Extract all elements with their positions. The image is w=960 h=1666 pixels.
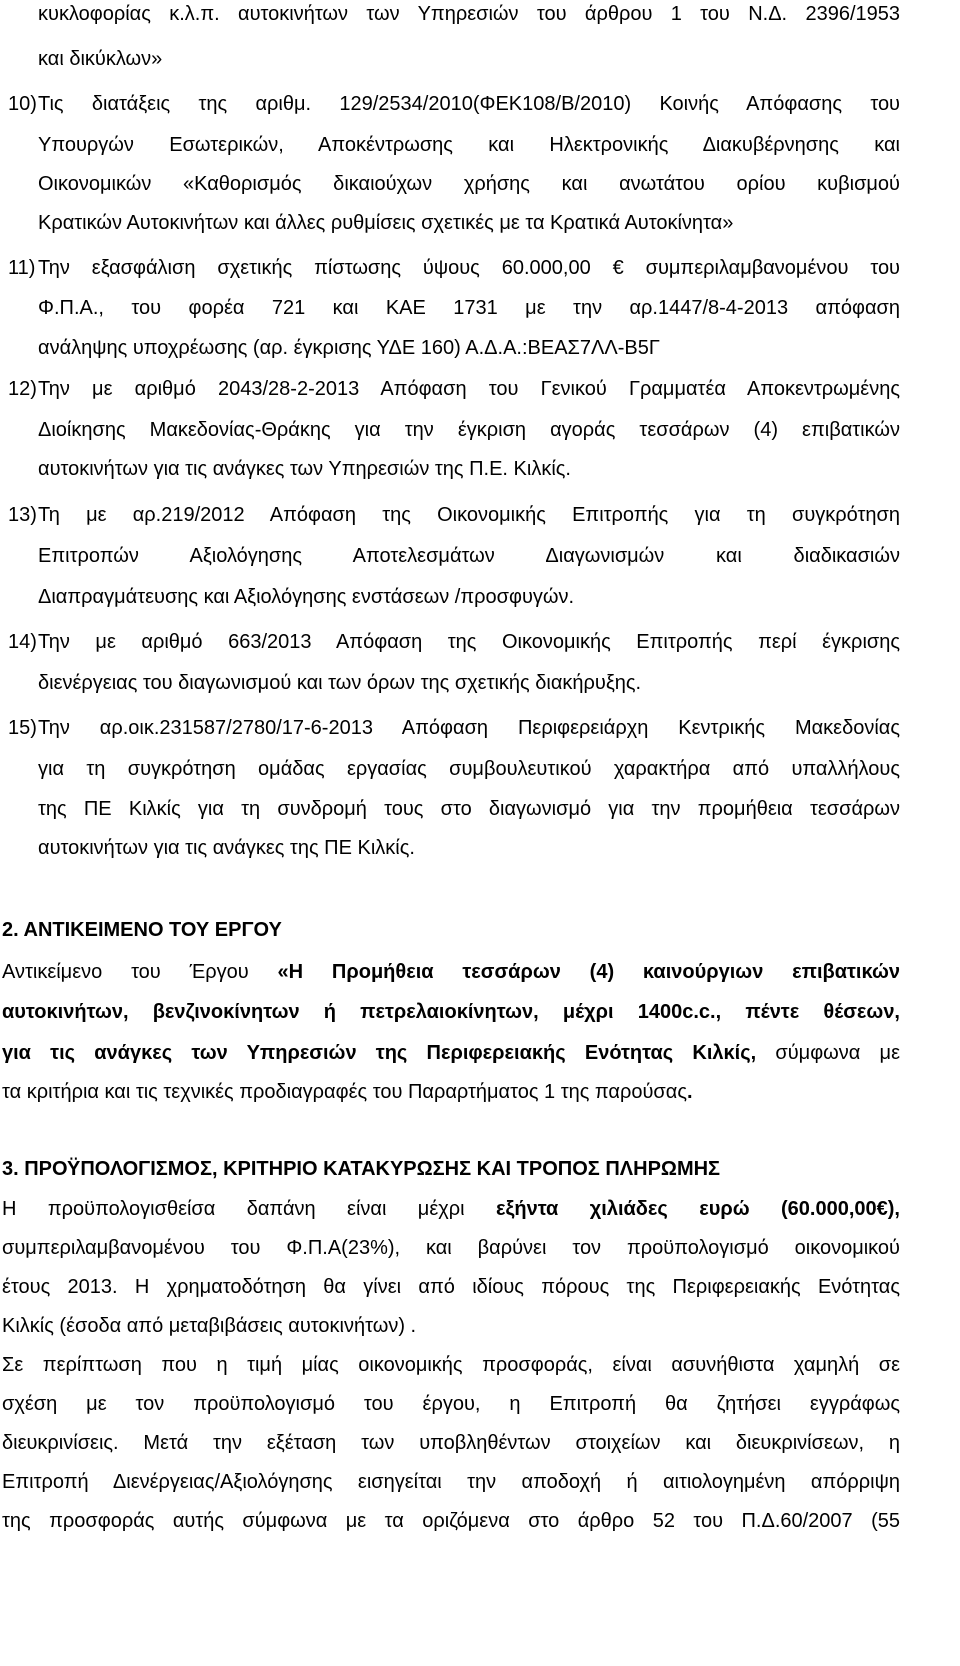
text-line: Επιτροπών Αξιολόγησης Αποτελεσμάτων Διαγωνισμών και διαδικασιών — [38, 545, 900, 567]
list-number: 14) — [8, 631, 37, 653]
text-line — [2, 1080, 693, 1104]
list-number: 10) — [8, 93, 37, 115]
section-heading: 2. ΑΝΤΙΚΕΙΜΕΝΟ ΤΟΥ ΕΡΓΟΥ — [2, 919, 282, 941]
text-span: Η προϋπολογισθείσα δαπάνη είναι μέχρι — [2, 1198, 496, 1220]
list-number: 15) — [8, 717, 37, 739]
text-line: για τη συγκρότηση ομάδας εργασίας συμβουλευτικού χαρακτήρα από υπαλλήλους — [38, 758, 900, 780]
text-line: Κρατικών Αυτοκινήτων και άλλες ρυθμίσεις σχετικές με τα Κρατικά Αυτοκίνητα» — [38, 212, 734, 234]
text-line: Την με αριθμό 2043/28-2-2013 Απόφαση του Γενικού Γραμματέα Αποκεντρωμένης — [38, 378, 900, 400]
text-line: Τη με αρ.219/2012 Απόφαση της Οικονομικής Επιτροπής για τη συγκρότηση — [38, 504, 900, 526]
text-line: Φ.Π.Α., του φορέα 721 και ΚΑΕ 1731 με την αρ.1447/8-4-2013 απόφαση — [38, 297, 900, 319]
text-line: Διαπραγμάτευσης και Αξιολόγησης ενστάσεων /προσφυγών. — [38, 586, 575, 608]
bold-span: για τις ανάγκες των Υπηρεσιών της Περιφερειακής Ενότητας Κιλκίς, — [2, 1042, 757, 1064]
text-line — [2, 960, 900, 984]
text-span: τα κριτήρια και τις τεχνικές προδιαγραφές του Παραρτήματος 1 της παρούσας — [2, 1081, 687, 1103]
text-line: της ΠΕ Κιλκίς για τη συνδρομή τους στο διαγωνισμό για την προμήθεια τεσσάρων — [38, 798, 900, 820]
text-line: Υπουργών Εσωτερικών, Αποκέντρωσης και Ηλεκτρονικής Διακυβέρνησης και — [38, 134, 900, 156]
text-line: και δικύκλων» — [38, 48, 163, 70]
text-line: σχέση με τον προϋπολογισμό του έργου, η Επιτροπή θα ζητήσει εγγράφως — [2, 1393, 900, 1415]
text-line: ανάληψης υποχρέωσης (αρ. έγκρισης ΥΔΕ 160) Α.Δ.Α.:ΒΕΑΣ7ΛΛ-Β5Γ — [38, 337, 660, 359]
bold-span: «Η Προμήθεια τεσσάρων (4) καινούργιων επιβατικών — [277, 961, 900, 983]
text-line: Την με αριθμό 663/2013 Απόφαση της Οικονομικής Επιτροπής περί έγκρισης — [38, 631, 900, 653]
bold-span: . — [686, 1081, 693, 1103]
text-line: Σε περίπτωση που η τιμή μίας οικονομικής προσφοράς, είναι ασυνήθιστα χαμηλή σε — [2, 1354, 900, 1376]
text-line: αυτοκινήτων, βενζινοκίνητων ή πετρελαιοκίνητων, μέχρι 1400c.c., πέντε θέσεων, — [2, 1001, 900, 1023]
text-line: κυκλοφορίας κ.λ.π. αυτοκινήτων των Υπηρεσιών του άρθρου 1 του Ν.Δ. 2396/1953 — [38, 3, 900, 25]
text-span: σύμφωνα με — [756, 1042, 900, 1064]
text-line: συμπεριλαμβανομένου του Φ.Π.Α(23%), και βαρύνει τον προϋπολογισμό οικονομικού — [2, 1237, 900, 1259]
text-line: αυτοκινήτων για τις ανάγκες της ΠΕ Κιλκίς. — [38, 837, 415, 859]
text-line: Την εξασφάλιση σχετικής πίστωσης ύψους 60.000,00 € συμπεριλαμβανομένου του — [38, 257, 900, 279]
text-line: αυτοκινήτων για τις ανάγκες των Υπηρεσιών της Π.Ε. Κιλκίς. — [38, 458, 571, 480]
section-heading: 3. ΠΡΟΫΠΟΛΟΓΙΣΜΟΣ, ΚΡΙΤΗΡΙΟ ΚΑΤΑΚΥΡΩΣΗΣ ΚΑΙ ΤΡΟΠΟΣ ΠΛΗΡΩΜΗΣ — [2, 1158, 721, 1180]
text-line: της προσφοράς αυτής σύμφωνα με τα οριζόμενα στο άρθρο 52 του Π.Δ.60/2007 (55 — [2, 1510, 900, 1532]
text-line: διενέργειας του διαγωνισμού και των όρων της σχετικής διακήρυξης. — [38, 672, 642, 694]
text-span: Αντικείμενο του Έργου — [2, 961, 278, 983]
text-line — [2, 1197, 900, 1221]
text-line: Επιτροπή Διενέργειας/Αξιολόγησης εισηγείται την αποδοχή ή αιτιολογημένη απόρριψη — [2, 1471, 900, 1493]
list-number: 13) — [8, 504, 37, 526]
list-number: 12) — [8, 378, 37, 400]
bold-span: εξήντα χιλιάδες ευρώ (60.000,00€), — [495, 1198, 900, 1220]
text-line: Τις διατάξεις της αριθμ. 129/2534/2010(ΦΕΚ108/Β/2010) Κοινής Απόφασης του — [38, 93, 900, 115]
text-line: Την αρ.οικ.231587/2780/17-6-2013 Απόφαση Περιφερειάρχη Κεντρικής Μακεδονίας — [38, 717, 900, 739]
text-line: Οικονομικών «Καθορισμός δικαιούχων χρήσης και ανωτάτου ορίου κυβισμού — [38, 173, 900, 195]
text-line: Διοίκησης Μακεδονίας-Θράκης για την έγκριση αγοράς τεσσάρων (4) επιβατικών — [38, 419, 900, 441]
text-line — [2, 1041, 900, 1065]
text-line: έτους 2013. Η χρηματοδότηση θα γίνει από ιδίους πόρους της Περιφερειακής Ενότητας — [2, 1276, 900, 1298]
text-line: Κιλκίς (έσοδα από μεταβιβάσεις αυτοκινήτων) . — [2, 1315, 417, 1337]
text-line: διευκρινίσεις. Μετά την εξέταση των υποβληθέντων στοιχείων και διευκρινίσεων, η — [2, 1432, 900, 1454]
list-number: 11) — [8, 257, 36, 279]
